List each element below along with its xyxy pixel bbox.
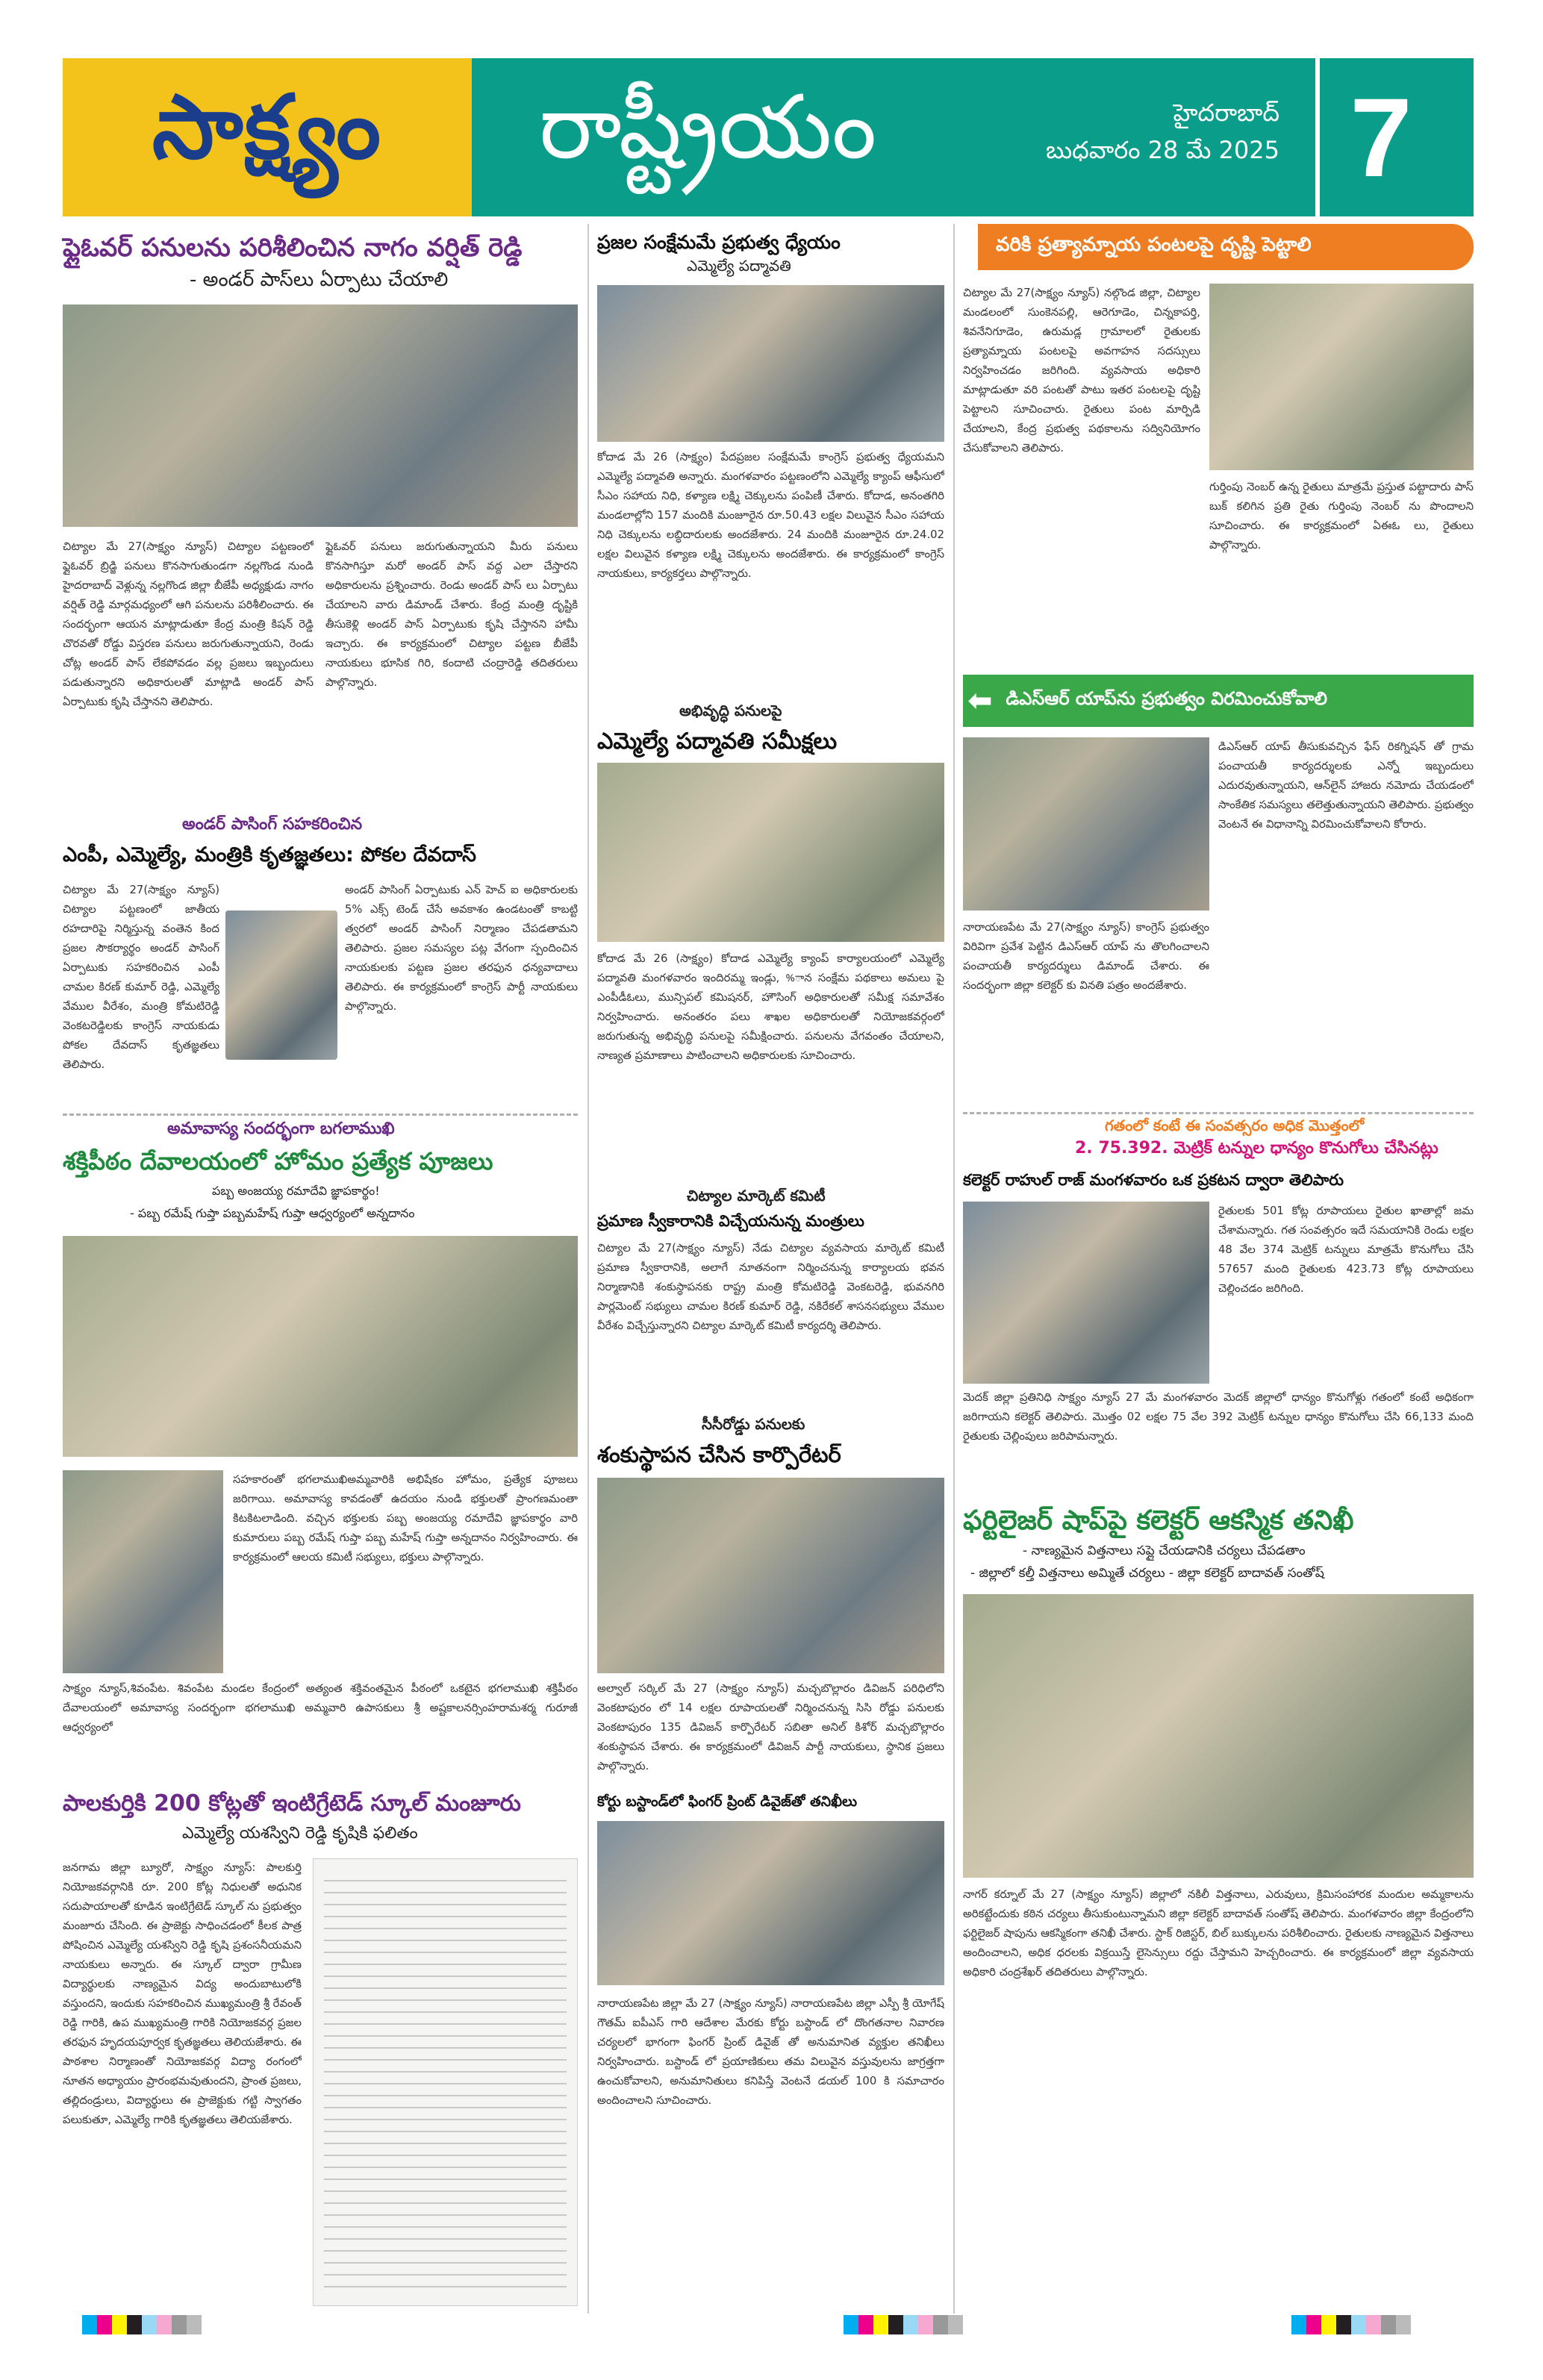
subhead: - జిల్లాలో కల్తీ విత్తనాలు అమ్మితే చర్యలు - జిల్లా కలెక్టర్ బాదావత్ సంతోష్ (970, 1566, 1324, 1581)
subhead: - అండర్ పాస్‌లు ఏర్పాటు చేయాలి (190, 269, 449, 291)
masthead (63, 58, 1474, 216)
article-body: కోదాడ మే 26 (సాక్ష్యం) కోదాడ ఎమ్మెల్యే క్యాంప్ కార్యాలయంలో ఎమ్మెల్యే పద్మావతి మంగళవారం ఇందిరమ్మ ఇండ్లు, %ాన సంక్షేమ పథకాలు అమలు పై ఎంపీడీఓలు, మున్సిపల్ కమిషనర్, హౌసింగ్ అధికారులతో సమీక్ష సమావేశం నిర్వహించారు. అనంతరం పలు శాఖల అధికారులతో నియోజకవర్గంలో జరుగుతున్న అభివృద్ధి పనులపై సమీక్షించారు. పనులను వేగవంతం చేయాలని, నాణ్యత ప్రమాణాలు పాటించాలని అధికారులకు సూచించారు. (597, 952, 944, 1062)
article-body: సహకారంతో భగలాముఖిఅమ్మవారికి అభిషేకం హోమం, ప్రత్యేక పూజలు జరిగాయి. అమావాస్య కావడంతో ఉదయం నుండి భక్తులతో ప్రాంగణమంతా కిటకిటలాడింది. వచ్చిన భక్తులకు పబ్బ అంజయ్య రమాదేవి జ్ఞాపకార్థం వారి కుమారులు పబ్బ రమేష్ గుప్తా పబ్బ మహేష్ గుప్తా అన్నదానం నిర్వహించారు. ఈ కార్యక్రమంలో ఆలయ కమిటీ సభ్యులు, భక్తులు పాల్గొన్నారు. (233, 1473, 578, 1564)
document-lines (324, 1870, 567, 2287)
logo-text: సాక్ష్యం (152, 75, 383, 178)
edition-city: హైదరాబాద్ (1173, 99, 1279, 127)
edition-date: బుధవారం 28 మే 2025 (1046, 136, 1279, 164)
kicker: అభివృద్ధి పనులపై (679, 702, 782, 719)
color-registration-bar (1291, 2315, 1411, 2334)
article-body: అండర్ పాసింగ్ ఏర్పాటుకు ఎన్ హెచ్ ఐ అధికారులకు 5% ఎక్స్ టెండ్ చేసే అవకాశం ఉండటంతో కాబట్టి త్వరలో అండర్ పాసింగ్ నిర్మాణం చేపడతామని తెలిపారు. ప్రజల సమస్యల పట్ల వేగంగా స్పందించిన నాయకులకు పట్టణ ప్రజల తరఫున ధన్యవాదాలు తెలిపారు. ఈ కార్యక్రమంలో కాంగ్రెస్ పార్టీ నాయకులు పాల్గొన్నారు. (345, 884, 578, 1013)
headline: కోర్టు బస్టాండ్‌లో ఫింగర్ ప్రింట్ డివైజ్‌తో తనిఖీలు (597, 1793, 858, 1810)
article-body: చిట్యాల మే 27(సాక్ష్యం న్యూస్) నల్గొండ జిల్లా, చిట్యాల మండలంలో సుంకెనపల్లి, ఆరెగూడెం, చిన్నకాపర్తి, శివనేనిగూడెం, ఉరుమడ్ల గ్రామాలలో రైతులకు ప్రత్యామ్నాయ పంటలపై అవగాహన సదస్సులు నిర్వహించడం జరిగింది. వ్యవసాయ అధికారి మాట్లాడుతూ వరి పంటతో పాటు ఇతర పంటలపై దృష్టి పెట్టాలని సూచించారు. రైతులు పంట మార్పిడి చేయాలని, కేంద్ర ప్రభుత్వ పథకాలను సద్వినియోగం చేసుకోవాలని తెలిపారు. (963, 287, 1200, 455)
kicker: చిట్యాల మార్కెట్ కమిటీ (687, 1187, 826, 1205)
article-body: నారాయణపేట మే 27(సాక్ష్యం న్యూస్) కాంగ్రెస్ ప్రభుత్వం విరివిగా ప్రవేశ పెట్టిన డిఎస్ఆర్ యాప్ ను తొలగించాలని పంచాయతీ కార్యదర్శులు డిమాండ్ చేశారు. ఈ సందర్భంగా జిల్లా కలెక్టర్ కు వినతి పత్రం అందజేశారు. (963, 921, 1209, 992)
article-body: కోదాడ మే 26 (సాక్ష్యం) పేదప్రజల సంక్షేమమే కాంగ్రెస్ ప్రభుత్వ ధ్యేయమని ఎమ్మెల్యే పద్మావతి అన్నారు. మంగళవారం పట్టణంలోని ఎమ్మెల్యే క్యాంప్ ఆఫీసులో సీఎం సహాయ నిధి, కళ్యాణ లక్ష్మి చెక్కులను పంపిణీ చేశారు. కోదాడ, అనంతగిరి మండలాల్లోని 157 మందికి మంజూరైన రూ.50.43 లక్షల విలువైన సీఎం సహాయ నిధి చెక్కులను లబ్ధిదారులకు అందజేశారు. 24 మందికి మంజూరైన రూ.24.02 లక్షల విలువైన కళ్యాణ లక్ష్మి చెక్కులను అందజేశారు. ఈ కార్యక్రమంలో కాంగ్రెస్ నాయకులు, కార్యకర్తలు పాల్గొన్నారు. (597, 451, 944, 580)
kicker: గతంలో కంటే ఈ సంవత్సరం అధిక మొత్తంలో (1105, 1116, 1365, 1134)
headline: ఎమ్మెల్యే పద్మావతి సమీక్షలు (597, 728, 838, 755)
photo-review-meeting (597, 763, 944, 942)
headline: వరికి ప్రత్యామ్నాయ పంటలపై దృష్టి పెట్టాలి (996, 234, 1312, 256)
headline: ఫ్లైఓవర్ పనులను పరిశీలించిన నాగం వర్షిత్ రెడ్డి (63, 233, 523, 263)
photo-portrait (225, 911, 337, 1060)
document-scan (313, 1858, 578, 2306)
headline-banner (978, 224, 1474, 270)
photo-foundation-stone (597, 1478, 944, 1673)
article-body: జనగామ జిల్లా బ్యూరో, సాక్ష్యం న్యూస్: పాలకుర్తి నియోజకవర్గానికి రూ. 200 కోట్ల నిధులతో అధునిక సదుపాయాలతో కూడిన ఇంటిగ్రేటెడ్ స్కూల్ ను ప్రభుత్వం మంజూరు చేసింది. ఈ ప్రాజెక్టు సాధించడంలో కీలక పాత్ర పోషించిన ఎమ్మెల్యే యశస్విని రెడ్డి కృషి ప్రశంసనీయమని నాయకులు అన్నారు. ఈ స్కూల్ ద్వారా గ్రామీణ విద్యార్థులకు నాణ్యమైన విద్య అందుబాటులోకి వస్తుందని, ఇందుకు సహకరించిన ముఖ్యమంత్రి శ్రీ రేవంత్ రెడ్డి గారికి, ఉప ముఖ్యమంత్రి గారికి నియోజకవర్గ ప్రజల తరఫున హృదయపూర్వక కృతజ్ఞతలు తెలియజేశారు. ఈ పాఠశాల నిర్మాణంతో నియోజకవర్గ విద్యా రంగంలో నూతన అధ్యాయం ప్రారంభమవుతుందని, ప్రాంత ప్రజలు, తల్లిదండ్రులు, విద్యార్థులు ఈ ప్రాజెక్టుకు గట్టి స్వాగతం పలుకుతూ, ఎమ్మెల్యే గారికి కృతజ్ఞతలు తెలియజేశారు. (63, 1861, 302, 2126)
article-body: మెదక్ జిల్లా ప్రతినిధి సాక్ష్యం న్యూస్ 27 మే మంగళవారం మెదక్ జిల్లాలో ధాన్యం కొనుగోళ్లు గతంలో కంటే అధికంగా జరిగాయని కలెక్టర్ తెలిపారు. మొత్తం 02 లక్షల 75 వేల 392 మెట్రిక్ టన్నుల ధాన్యం కొనుగోలు చేసి 66,133 మంది రైతులకు చెల్లింపులు జరిపామన్నారు. (963, 1391, 1474, 1443)
headline: శంకుస్థాపన చేసిన కార్పొరేటర్ (597, 1442, 841, 1467)
headline: కలెక్టర్ రాహుల్ రాజ్ మంగళవారం ఒక ప్రకటన ద్వారా తెలిపారు (963, 1171, 1344, 1189)
arrow-icon: ⬅ (967, 684, 993, 718)
column-left (63, 224, 578, 2314)
headline: ప్రజల సంక్షేమమే ప్రభుత్వ ధ్యేయం (597, 231, 841, 253)
photo-temple-puja (63, 1236, 578, 1457)
article-body: గుర్తింపు నెంబర్ ఉన్న రైతులు మాత్రమే ప్రస్తుత పట్టాదారు పాస్ బుక్ కలిగిన ప్రతి రైతు గుర్తింపు నెంబర్ ను పొందాలని సూచించారు. ఈ కార్యక్రమంలో ఏఈఓ లు, రైతులు పాల్గొన్నారు. (1209, 481, 1474, 552)
section-title: రాష్ట్రీయం (539, 75, 877, 178)
article-body: చిట్యాల మే 27(సాక్ష్యం న్యూస్) నేడు చిట్యాల వ్యవసాయ మార్కెట్ కమిటీ ప్రమాణ స్వీకారానికి, అలాగే నూతనంగా నిర్మించనున్న కార్యాలయ భవన నిర్మాణానికి శంకుస్థాపనకు రాష్ట్ర మంత్రి కోమటిరెడ్డి వెంకటరెడ్డి, భువనగిరి పార్లమెంట్ సభ్యులు చామల కిరణ్ కుమార్ రెడ్డి, నకిరేకల్ శాసనసభ్యులు వేముల వీరేశం విచ్చేస్తున్నారని చిట్యాల మార్కెట్ కమిటీ కార్యదర్శి తెలిపారు. (597, 1242, 944, 1332)
photo-cheque-distribution (597, 285, 944, 442)
headline-banner (963, 675, 1474, 727)
divider (63, 1114, 578, 1116)
photo-collector (963, 1202, 1209, 1384)
kicker: సీసీరోడ్డు పనులకు (702, 1415, 805, 1433)
kicker: అమావాస్య సందర్భంగా బగలాముఖి (167, 1119, 395, 1138)
newspaper-logo (63, 58, 472, 216)
headline: ఫర్టిలైజర్ షాప్‌పై కలెక్టర్ ఆకస్మిక తనిఖీ (963, 1505, 1354, 1536)
dateline-block (1046, 94, 1279, 169)
headline: డిఎస్ఆర్ యాప్‌ను ప్రభుత్వం విరమించుకోవాలి (1006, 688, 1327, 709)
color-registration-bar (844, 2315, 963, 2334)
divider (963, 1112, 1474, 1114)
headline: శక్తిపీఠం దేవాలయంలో హోమం ప్రత్యేక పూజలు (63, 1147, 493, 1175)
section-banner (472, 58, 1474, 216)
subhead: - నాణ్యమైన విత్తనాలు సప్లై చేయడానికి చర్యలు చేపడతాం (1023, 1543, 1306, 1558)
subhead: ఎమ్మెల్యే పద్మావతి (687, 257, 791, 275)
headline: ఎంపీ, ఎమ్మెల్యే, మంత్రికి కృతజ్ఞతలు: పోకల దేవదాస్ (63, 843, 476, 866)
article-body: చిట్యాల మే 27(సాక్ష్యం న్యూస్) చిట్యాల పట్టణంలో ఫ్లైఓవర్ బ్రిడ్జి పనులు కొనసాగుతుండగా నల్లగొండ నుండి హైదరాబాద్ వెళ్లున్న నల్లగొండ జిల్లా బీజేపీ అధ్యక్షుడు నాగం వర్షిత్ రెడ్డి మార్గమధ్యంలో ఆగి పనులను పరిశీలించారు. ఈ సందర్భంగా ఆయన మాట్లాడుతూ కేంద్ర మంత్రి కిషన్ రెడ్డి చొరవతో రోడ్డు విస్తరణ పనులు జరుగుతున్నాయని, రెండు చోట్ల అండర్ పాస్ లేకపోవడం వల్ల ప్రజలు ఇబ్బందులు పడుతున్నారని అధికారులతో మాట్లాడి అండర్ పాస్ ఏర్పాటుకు కృషి చేస్తానని తెలిపారు. (63, 540, 314, 708)
article-body: చిట్యాల మే 27(సాక్ష్యం న్యూస్) చిట్యాల పట్టణంలో జాతీయ రహదారిపై నిర్మిస్తున్న వంతెన కింద ప్రజల సౌకర్యార్థం అండర్ పాసింగ్ ఏర్పాటుకు సహకరించిన ఎంపీ చామల కిరణ్ కుమార్ రెడ్డి, ఎమ్మెల్యే వేముల వీరేశం, మంత్రి కోమటిరెడ్డి వెంకటరెడ్డిలకు కాంగ్రెస్ నాయకుడు పోకల దేవదాస్ కృతజ్ఞతలు తెలిపారు. (63, 884, 219, 1071)
page-number: 7 (1315, 58, 1442, 216)
subhead: ఎమ్మెల్యే యశస్విని రెడ్డి కృషికి ఫలితం (182, 1824, 418, 1843)
headline: పాలకుర్తికి 200 కోట్లతో ఇంటిగ్రేటెడ్ స్కూల్ మంజూరు (63, 1790, 521, 1817)
kicker: 2. 75.392. మెట్రిక్ టన్నుల ధాన్యం కొనుగోలు చేసినట్లు (1075, 1139, 1438, 1158)
article-body: అల్వాల్ సర్కిల్ మే 27 (సాక్ష్యం న్యూస్) మచ్చబొల్లారం డివిజన్ పరిధిలోని వెంకటాపురం లో 14 లక్షల రూపాయలతో నిర్మించనున్న సిసి రోడ్డు పనులకు వెంకటాపురం 135 డివిజన్ కార్పొరేటర్ సబితా అనిల్ కిశోర్ మచ్చబొల్లారం శంకుస్థాపన చేశారు. ఈ కార్యక్రమంలో డివిజన్ పార్టీ నాయకులు, స్థానిక ప్రజలు పాల్గొన్నారు. (597, 1682, 944, 1772)
subhead: పబ్బ అంజయ్య రమాదేవి జ్ఞాపకార్థం! (212, 1184, 380, 1198)
photo-flyover-inspection (63, 304, 578, 527)
column-center (597, 224, 944, 2314)
photo-devotees (63, 1470, 223, 1673)
photo-fingerprint-check (597, 1821, 944, 1985)
photo-memorandum (963, 737, 1209, 911)
article-body: సాక్ష్యం న్యూస్,శివంపేట. శివంపేట మండల కేంద్రంలో అత్యంత శక్తివంతమైన పీఠంలో ఒకటైన భగలాముఖి శక్తిపీఠం దేవాలయంలో అమావాస్య సందర్భంగా భగలాముఖి అమ్మవారి ఉపాసకులు శ్రీ అష్టకాలనర్సింహరామశర్మ గురూజీ ఆధ్వర్యంలో (63, 1682, 578, 1734)
column-divider (587, 224, 589, 2314)
article-body: నారాయణపేట జిల్లా మే 27 (సాక్ష్యం న్యూస్) నారాయణపేట జిల్లా ఎస్పీ శ్రీ యోగేష్ గౌతమ్ ఐపీఎస్ గారి ఆదేశాల మేరకు కోర్టు బస్టాండ్ లో దొంగతనాల నివారణ చర్యలలో భాగంగా ఫింగర్ ప్రింట్ డివైజ్ తో అనుమానిత వ్యక్తుల తనిఖీలు నిర్వహించారు. బస్టాండ్ లో ప్రయాణికులు తమ విలువైన వస్తువులను జాగ్రత్తగా ఉంచుకోవాలని, అనుమానితులు కనిపిస్తే వెంటనే డయల్ 100 కి సమాచారం అందించాలని సూచించారు. (597, 1997, 944, 2107)
kicker: అండర్ పాసింగ్ సహకరించిన (182, 815, 363, 834)
color-registration-bar (82, 2315, 202, 2334)
article-body: రైతులకు 501 కోట్ల రూపాయలు రైతుల ఖాతాల్లో జమ చేశామన్నారు. గత సంవత్సరం ఇదే సమయానికి రెండు లక్షల 48 వేల 374 మెట్రిక్ టన్నులు మాత్రమే కొనుగోలు చేసి 57657 మంది రైతులకు 423.73 కోట్ల రూపాయలు చెల్లించడం జరిగింది. (1218, 1205, 1474, 1295)
headline: ప్రమాణ స్వీకారానికి విచ్చేయనున్న మంత్రులు (597, 1212, 864, 1230)
article-body: ఫ్లైఓవర్ పనులు జరుగుతున్నాయని మీరు పనులు కొనసాగిస్తూ మరో అండర్ పాస్ వద్ద ఎలా చేస్తారని అధికారులను ప్రశ్నించారు. రెండు అండర్ పాస్ లు ఏర్పాటు చేయాలని వారు డిమాండ్ చేశారు. కేంద్ర మంత్రి దృష్టికి తీసుకెళ్లి అండర్ పాస్ ఏర్పాటుకు కృషి చేస్తానని హామీ ఇచ్చారు. ఈ కార్యక్రమంలో చిట్యాల పట్టణ బీజేపీ నాయకులు భూసిక గిరి, కందాటి చంద్రారెడ్డి తదితరులు పాల్గొన్నారు. (325, 540, 578, 689)
subhead: - పబ్బ రమేష్ గుప్తా పబ్బమహేష్ గుప్తా ఆధ్వర్యంలో అన్నదానం (130, 1206, 415, 1220)
article-body: డిఎస్ఆర్ యాప్ తీసుకువచ్చిన ఫేస్ రికగ్నిషన్ తో గ్రామ పంచాయతీ కార్యదర్శులకు ఎన్నో ఇబ్బందులు ఎదురవుతున్నాయని, ఆన్‌లైన్ హాజరు నమోదు చేయడంలో సాంకేతిక సమస్యలు తలెత్తుతున్నాయని తెలిపారు. ప్రభుత్వం వెంటనే ఈ విధానాన్ని విరమించుకోవాలని కోరారు. (1218, 740, 1474, 831)
article-body: నాగర్ కర్నూల్ మే 27 (సాక్ష్యం న్యూస్) జిల్లాలో నకిలీ విత్తనాలు, ఎరువులు, క్రిమిసంహారక మందుల అమ్మకాలను అరికట్టేందుకు కఠిన చర్యలు తీసుకుంటున్నామని జిల్లా కలెక్టర్ బాదావత్ సంతోష్ తెలిపారు. మంగళవారం జిల్లా కేంద్రంలోని ఫర్టిలైజర్ షాపును ఆకస్మికంగా తనిఖీ చేశారు. స్టాక్ రిజిస్టర్, బిల్ బుక్కులను పరిశీలించారు. రైతులకు నాణ్యమైన విత్తనాలు అందించాలని, అధిక ధరలకు విక్రయిస్తే లైసెన్సులు రద్దు చేస్తామని హెచ్చరించారు. ఈ కార్యక్రమంలో జిల్లా వ్యవసాయ అధికారి చంద్రశేఖర్ తదితరులు పాల్గొన్నారు. (963, 1888, 1474, 1978)
photo-farmers-meeting (1209, 284, 1474, 470)
column-divider (953, 224, 955, 2314)
photo-fertilizer-shop (963, 1594, 1474, 1878)
column-right (963, 224, 1474, 2314)
